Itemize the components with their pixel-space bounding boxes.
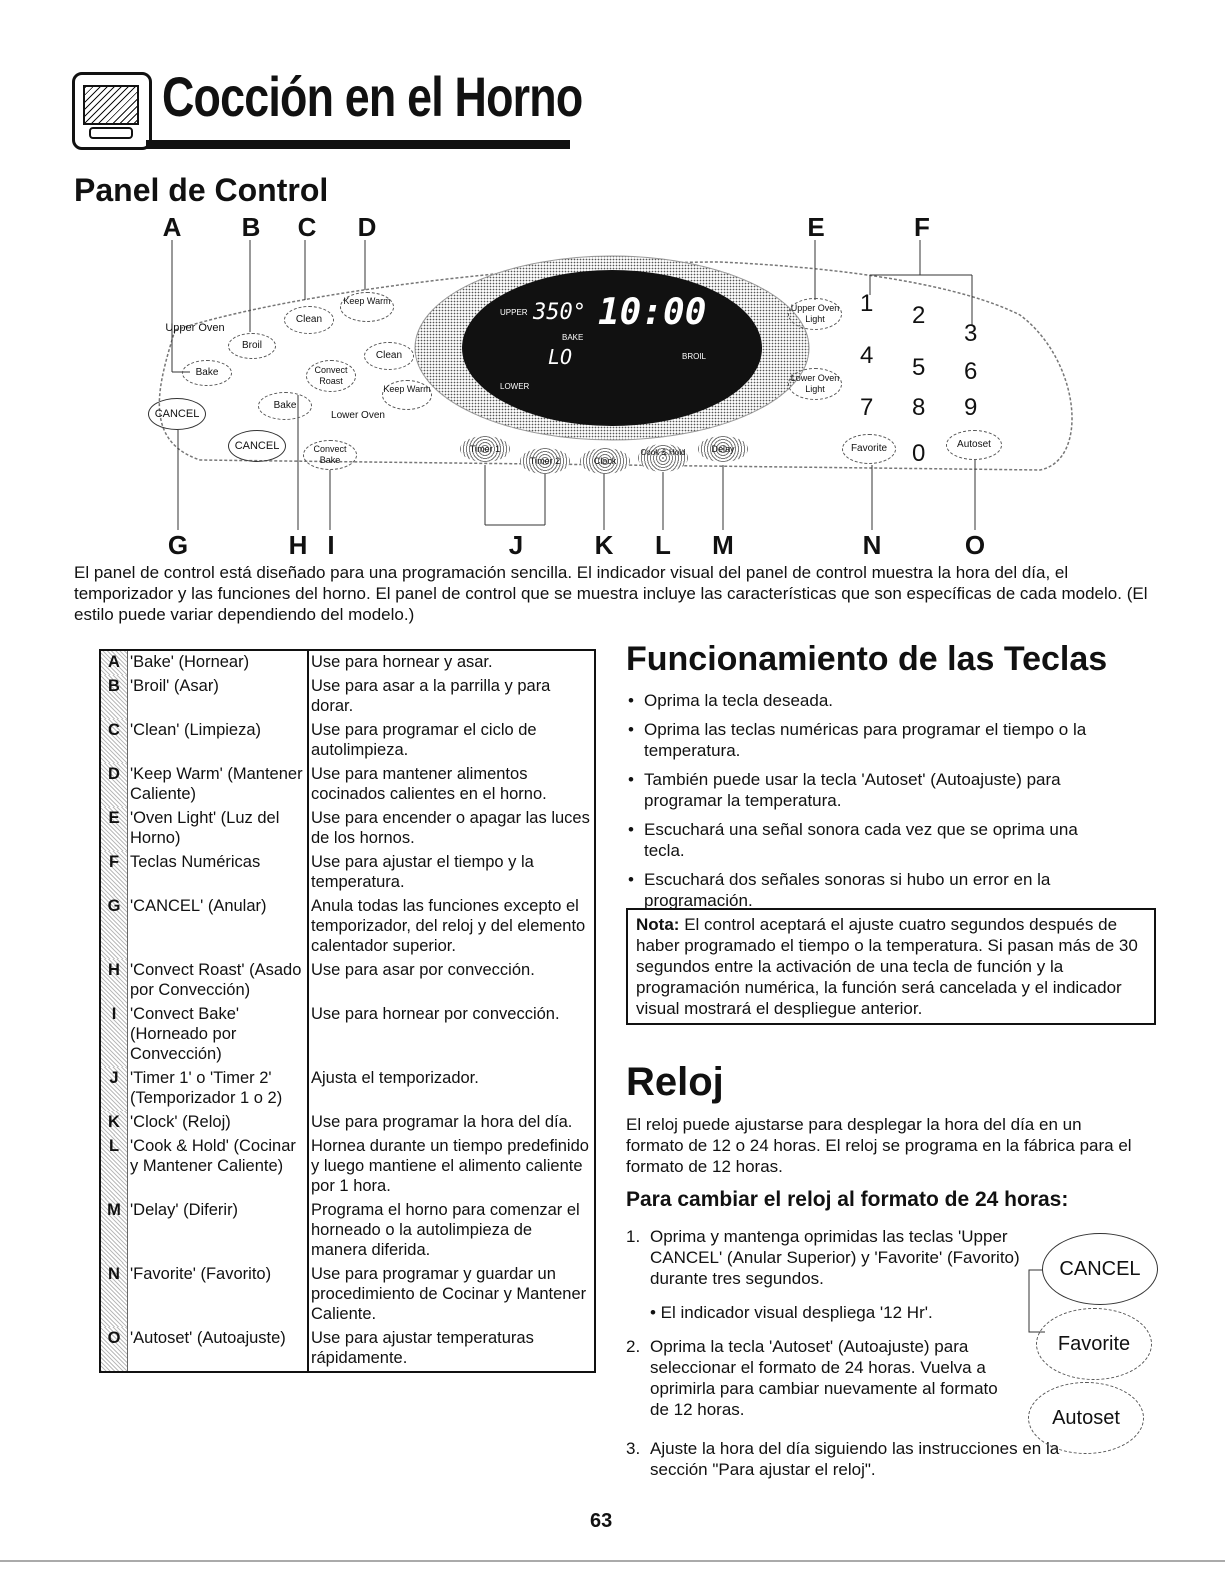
label-g: G — [167, 530, 189, 560]
label-k: K — [594, 530, 614, 560]
step1-number: 1. — [626, 1227, 641, 1246]
key-letter: G — [100, 895, 128, 959]
label-l: L — [655, 530, 671, 560]
key-name: 'Delay' (Diferir) — [128, 1199, 309, 1263]
label-f: F — [914, 212, 930, 242]
display-temp: 350° — [533, 300, 586, 325]
table-row — [100, 895, 595, 959]
key-letter: K — [100, 1111, 128, 1135]
key-letter: E — [100, 807, 128, 851]
step1-sub: • El indicador visual despliega '12 Hr'. — [650, 1303, 933, 1322]
label-c: C — [297, 212, 317, 242]
display-lo: LO — [548, 345, 573, 369]
clock-button[interactable]: Clock — [580, 448, 630, 474]
bake-button[interactable]: Bake — [182, 360, 232, 386]
key-letter: L — [100, 1135, 128, 1199]
key-use: Ajusta el temporizador. — [311, 1069, 479, 1087]
timer2-button[interactable]: Timer 2 — [520, 448, 570, 474]
digit-3-button[interactable]: 3 — [964, 320, 978, 347]
page-number: 63 — [590, 1510, 613, 1532]
key-name: 'Clean' (Limpieza) — [128, 719, 309, 763]
key-use: Anula todas las funciones excepto el temporizador, del reloj y del elemento calentador superior. — [311, 897, 586, 955]
step3-number: 3. — [626, 1439, 641, 1458]
panel-description: El panel de control está diseñado para una programación sencilla. El indicador visual del panel de control muestra la hora del día, el temporizador y las funciones del horno. El panel de control que se muestra incluye las características que son específicas de cada modelo. (El estilo puede variar dependiendo del modelo.) — [74, 563, 1148, 624]
display-bake: BAKE — [562, 333, 584, 342]
broil-button[interactable]: Broil — [228, 333, 276, 359]
autoset-button[interactable]: Autoset — [946, 430, 1002, 460]
step3-text: Ajuste la hora del día siguiendo las instrucciones en la sección "Para ajustar el reloj". — [650, 1439, 1060, 1479]
autoset-key-illustration: Autoset — [1028, 1382, 1144, 1454]
lower-oven-label: Lower Oven — [331, 410, 385, 421]
upper-oven-label: Upper Oven — [165, 322, 225, 334]
label-m: M — [712, 530, 734, 560]
lower-bake-button[interactable]: Bake — [258, 392, 312, 420]
table-row — [100, 1067, 595, 1111]
key-name: 'Convect Roast' (Asado por Convección) — [128, 959, 309, 1003]
label-i: I — [327, 530, 335, 560]
reloj-heading: Reloj — [626, 1060, 724, 1104]
key-name: 'CANCEL' (Anular) — [128, 895, 309, 959]
page-title: Cocción en el Horno — [162, 65, 583, 128]
cancel-key-illustration: CANCEL — [1042, 1233, 1158, 1305]
table-row — [100, 807, 595, 851]
digit-7-button[interactable]: 7 — [860, 394, 874, 421]
upper-keep-warm-button[interactable]: Keep Warm — [340, 292, 394, 322]
key-letter: O — [100, 1327, 128, 1372]
key-use: Use para programar el ciclo de autolimpieza. — [311, 721, 537, 759]
delay-button[interactable]: Delay — [698, 436, 748, 462]
digit-1-button[interactable]: 1 — [860, 290, 874, 317]
key-use: Hornea durante un tiempo predefinido y luego mantiene el alimento caliente por 1 hora. — [311, 1137, 589, 1195]
lower-cancel-button[interactable]: CANCEL — [228, 430, 286, 462]
key-use: Use para programar la hora del día. — [311, 1113, 573, 1131]
list-item: • Escuchará una señal sonora cada vez que se oprima una tecla. — [626, 819, 1106, 861]
label-n: N — [862, 530, 882, 560]
table-row — [100, 675, 595, 719]
digit-0-button[interactable]: 0 — [912, 440, 926, 467]
key-letter: M — [100, 1199, 128, 1263]
digit-5-button[interactable]: 5 — [912, 354, 926, 381]
key-use: Programa el horno para comenzar el horneado o la autolimpieza de manera diferida. — [311, 1201, 580, 1259]
display-broil: BROIL — [682, 352, 707, 361]
table-row — [100, 1135, 595, 1199]
cook-hold-button[interactable]: Cook & Hold — [638, 444, 688, 472]
timer1-button[interactable]: Timer 1 — [460, 436, 510, 462]
key-letter: I — [100, 1003, 128, 1067]
key-name: 'Timer 1' o 'Timer 2' (Temporizador 1 o 2) — [128, 1067, 309, 1111]
key-letter: C — [100, 719, 128, 763]
label-b: B — [241, 212, 261, 242]
table-row — [100, 1327, 595, 1372]
key-letter: J — [100, 1067, 128, 1111]
label-a: A — [162, 212, 182, 242]
lower-keep-warm-button[interactable]: Keep Warm — [382, 380, 432, 410]
digit-6-button[interactable]: 6 — [964, 358, 978, 385]
key-name: 'Keep Warm' (Mantener Caliente) — [128, 763, 309, 807]
key-letter: H — [100, 959, 128, 1003]
key-use: Use para ajustar temperaturas rápidamente. — [311, 1329, 534, 1367]
keys-table — [99, 649, 596, 1373]
key-letter: A — [100, 650, 128, 675]
key-name: 'Autoset' (Autoajuste) — [128, 1327, 309, 1372]
panel-heading: Panel de Control — [74, 172, 329, 208]
control-panel-diagram — [0, 0, 1225, 560]
key-use: Use para mantener alimentos cocinados calientes en el horno. — [311, 765, 547, 803]
table-row — [100, 959, 595, 1003]
step2-text: Oprima la tecla 'Autoset' (Autoajuste) para seleccionar el formato de 24 horas. Vuelva a oprimirla para cambiar nuevamente al formato de 12 horas. — [650, 1337, 998, 1419]
table-row — [100, 650, 595, 675]
key-use: Use para asar a la parrilla y para dorar. — [311, 677, 551, 715]
label-j: J — [508, 530, 524, 560]
table-row — [100, 719, 595, 763]
key-name: Teclas Numéricas — [128, 851, 309, 895]
list-item: • También puede usar la tecla 'Autoset' (Autoajuste) para programar la temperatura. — [626, 769, 1106, 811]
label-e: E — [807, 212, 825, 242]
display-upper: UPPER — [500, 308, 528, 317]
convect-roast-button[interactable]: Convect Roast — [306, 360, 356, 392]
key-name: 'Cook & Hold' (Cocinar y Mantener Caliente) — [128, 1135, 309, 1199]
table-row — [100, 1199, 595, 1263]
key-name: 'Bake' (Hornear) — [128, 650, 309, 675]
step1-text: Oprima y mantenga oprimidas las teclas 'Upper CANCEL' (Anular Superior) y 'Favorite' (Favorito) durante tres segundos. — [650, 1227, 1020, 1288]
funcionamiento-heading: Funcionamiento de las Teclas — [626, 640, 1108, 678]
favorite-key-illustration: Favorite — [1036, 1308, 1152, 1380]
key-letter: N — [100, 1263, 128, 1327]
display-time: 10:00 — [598, 292, 707, 333]
digit-4-button[interactable]: 4 — [860, 342, 874, 369]
reloj-subtitle: Para cambiar el reloj al formato de 24 horas: — [626, 1188, 1069, 1211]
key-use: Use para hornear por convección. — [311, 1005, 560, 1023]
key-name: 'Convect Bake' (Horneado por Convección) — [128, 1003, 309, 1067]
key-name: 'Broil' (Asar) — [128, 675, 309, 719]
table-row — [100, 1111, 595, 1135]
key-name: 'Oven Light' (Luz del Horno) — [128, 807, 309, 851]
key-use: Use para encender o apagar las luces de los hornos. — [311, 809, 590, 847]
convect-bake-button[interactable]: Convect Bake — [303, 440, 357, 470]
step2-number: 2. — [626, 1337, 641, 1356]
table-row — [100, 1003, 595, 1067]
upper-clean-button[interactable]: Clean — [284, 306, 334, 334]
key-letter: B — [100, 675, 128, 719]
upper-cancel-button[interactable]: CANCEL — [148, 398, 206, 430]
list-item: • Oprima la tecla deseada. — [626, 690, 1106, 711]
key-name: 'Favorite' (Favorito) — [128, 1263, 309, 1327]
digit-9-button[interactable]: 9 — [964, 394, 978, 421]
list-item: • Escuchará dos señales sonoras si hubo un error en la programación. — [626, 869, 1106, 911]
upper-oven-light-button[interactable]: Upper Oven Light — [788, 298, 842, 330]
key-use: Use para hornear y asar. — [311, 653, 493, 671]
note-label: Nota: — [636, 915, 680, 934]
lower-clean-button[interactable]: Clean — [364, 342, 414, 370]
bottom-rule — [0, 1560, 1225, 1562]
digit-2-button[interactable]: 2 — [912, 302, 926, 329]
favorite-button[interactable]: Favorite — [842, 434, 896, 464]
list-item: • Oprima las teclas numéricas para programar el tiempo o la temperatura. — [626, 719, 1106, 761]
key-letter: F — [100, 851, 128, 895]
note-text: El control aceptará el ajuste cuatro segundos después de haber programado el tiempo o la temperatura. Si pasan más de 30 segundos entre la activación de una tecla de función y la programación numérica, la función será cancelada y el indicador visual mostrará el despliegue anterior. — [636, 915, 1138, 1018]
display-lower: LOWER — [500, 382, 530, 391]
label-o: O — [964, 530, 986, 560]
key-use: Use para asar por convección. — [311, 961, 535, 979]
key-use: Use para ajustar el tiempo y la temperatura. — [311, 853, 534, 891]
note-box — [626, 908, 1156, 1025]
key-use: Use para programar y guardar un procedimiento de Cocinar y Mantener Caliente. — [311, 1265, 587, 1323]
lower-oven-light-button[interactable]: Lower Oven Light — [788, 368, 842, 400]
label-h: H — [288, 530, 308, 560]
reloj-intro: El reloj puede ajustarse para desplegar la hora del día en un formato de 12 o 24 horas. El reloj se programa en la fábrica para el formato de 12 horas. — [626, 1115, 1132, 1176]
table-row — [100, 851, 595, 895]
table-row — [100, 1263, 595, 1327]
key-letter: D — [100, 763, 128, 807]
table-row — [100, 763, 595, 807]
key-name: 'Clock' (Reloj) — [128, 1111, 309, 1135]
label-d: D — [357, 212, 377, 242]
funcionamiento-list — [626, 690, 1106, 919]
digit-8-button[interactable]: 8 — [912, 394, 926, 421]
